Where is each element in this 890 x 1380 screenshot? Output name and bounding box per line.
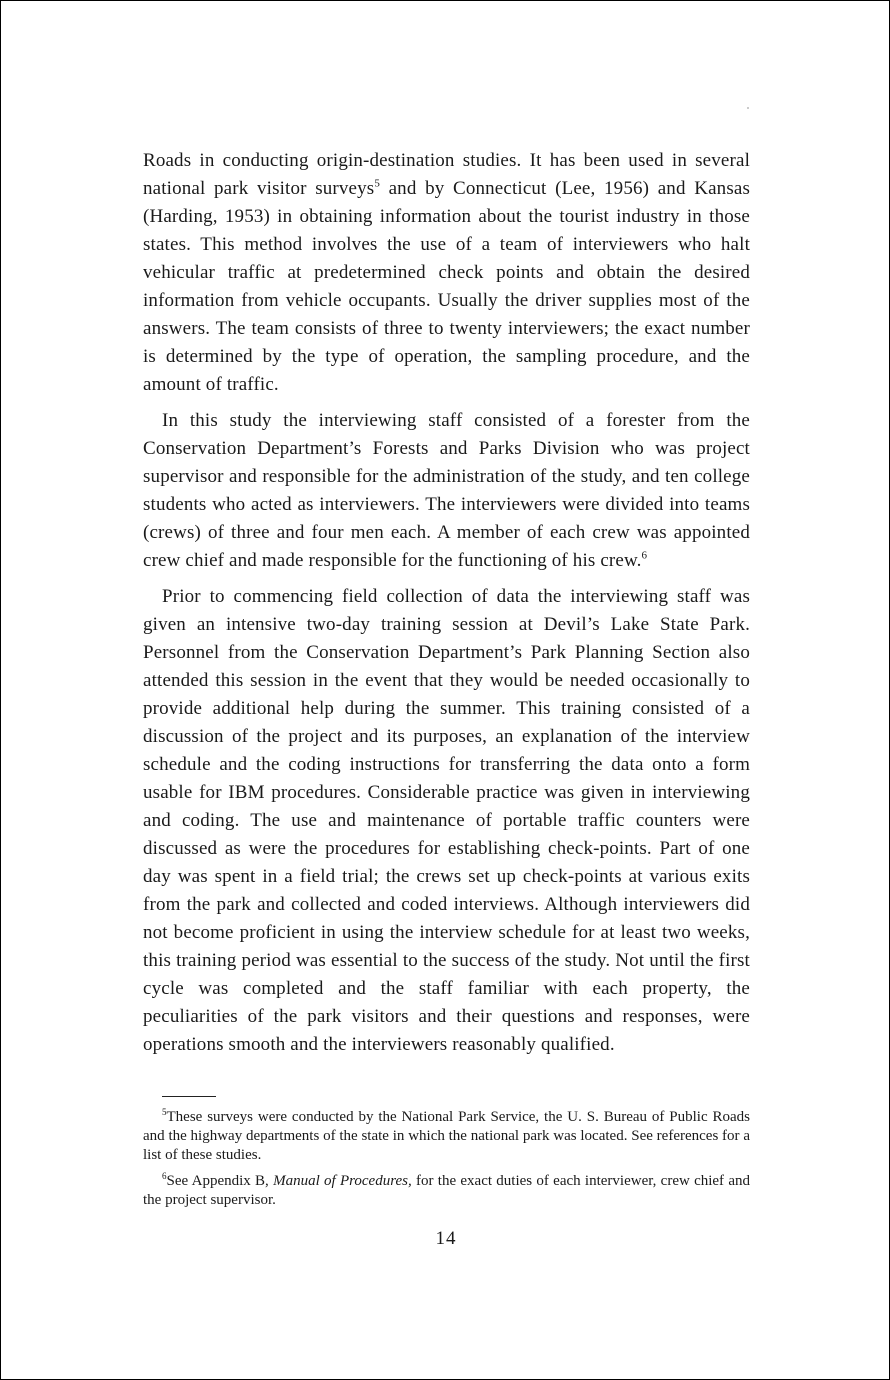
paragraph-2-text: In this study the interviewing staff consisted of a forester from the Conservation Department’s Forests and Parks Division who was project supervisor and responsible for the administration of the study, and ten college students who acted as interviewers. The interviewers were divided into teams (crews) of three and four men each. A member of each crew was appointed crew chief and made responsible for the functioning of his crew.	[143, 410, 750, 571]
paragraph-2	[143, 407, 750, 575]
footnote-6-text-b: for the exact duties of each interviewer, crew chief and the project supervisor.	[143, 1173, 750, 1208]
footnote-5	[143, 1108, 750, 1165]
paragraph-1	[143, 147, 750, 399]
paragraph-3: Prior to commencing field collection of data the interviewing staff was given an intensive two-day training session at Devil’s Lake State Park. Personnel from the Conservation Department’s Park Planning Section also attended this session in the event that they would be needed occasionally to provide additional help during the summer. This training consisted of a discussion of the project and its purposes, an explanation of the interview schedule and the coding instructions for transferring the data onto a form usable for IBM procedures. Considerable practice was given in interviewing and coding. The use and maintenance of portable traffic counters were discussed as were the procedures for establishing check-points. Part of one day was spent in a field trial; the crews set up check-points at various exits from the park and collected and coded interviews. Although interviewers did not become proficient in using the interview schedule for at least two weeks, this training period was essential to the success of the study. Not until the first cycle was completed and the staff familiar with each property, the peculiarities of the park visitors and their questions and responses, were operations smooth and the interviewers reasonably qualified.	[143, 586, 750, 1055]
paragraph-1-text-a: Roads in conducting origin-destination studies. It has been used in several national park visitor surveys	[143, 150, 750, 199]
footnote-5-text: These surveys were conducted by the National Park Service, the U. S. Bureau of Public Roads and the highway departments of the state in which the national park was located. See references for a list of these studies.	[143, 1109, 750, 1163]
footnote-marker-6: 6	[162, 1171, 167, 1181]
footnote-divider	[162, 1096, 216, 1097]
footnote-ref-6: 6	[641, 549, 648, 562]
footnote-ref-5: 5	[374, 177, 380, 190]
scan-speck	[747, 107, 749, 109]
footnote-6	[143, 1172, 750, 1210]
footnotes	[143, 1108, 750, 1210]
footnote-marker-5: 5	[162, 1107, 167, 1117]
body-text	[143, 147, 750, 1059]
footnote-6-text-a: See Appendix B,	[166, 1173, 274, 1189]
page-number: 14	[435, 1228, 457, 1249]
paragraph-1-text-b: and by Connecticut (Lee, 1956) and Kansas (Harding, 1953) in obtaining information about the tourist industry in those states. This method involves the use of a team of interviewers who halt vehicular traffic at predetermined check points and obtain the desired information from vehicle occupants. Usually the driver supplies most of the answers. The team consists of three to twenty interviewers; the exact number is determined by the type of operation, the sampling procedure, and the amount of traffic.	[143, 178, 750, 395]
footnote-6-title: Manual of Procedures,	[273, 1173, 412, 1189]
